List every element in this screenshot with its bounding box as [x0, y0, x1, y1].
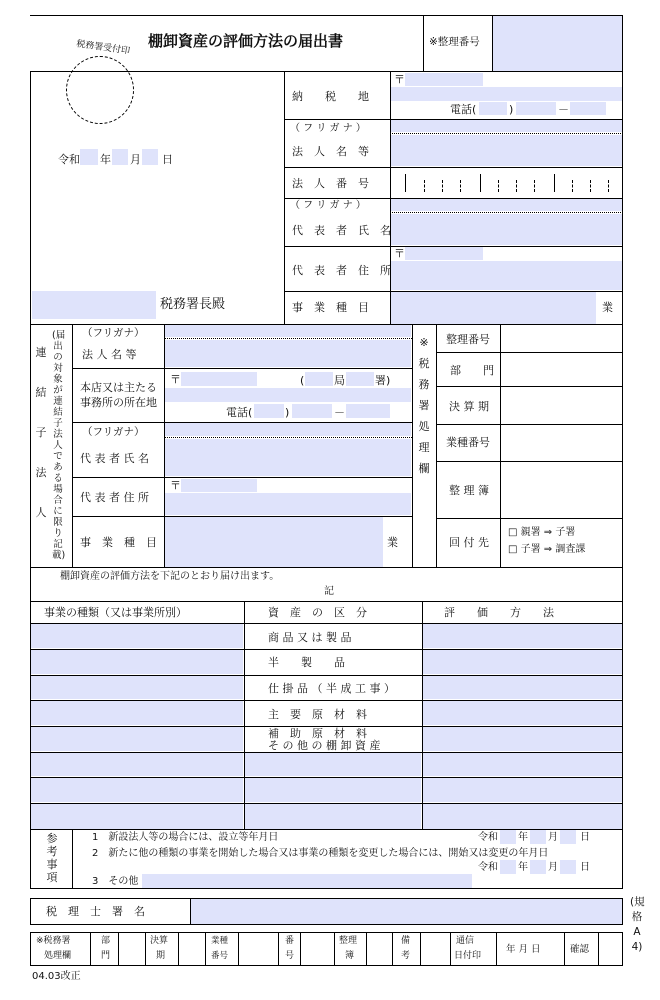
renketsu-side-label: 連結子法人 — [35, 346, 47, 519]
seiri-bango-field[interactable] — [493, 16, 622, 71]
seiri-bango-label: ※整理番号 — [429, 36, 480, 48]
sanko-item2-era: 令和 — [478, 862, 498, 873]
sanko-item2-month-field[interactable] — [530, 860, 546, 874]
office-route1[interactable]: □ 親署 ⇒ 子署 — [508, 527, 576, 538]
renketsu-kyoku-field[interactable] — [305, 372, 333, 386]
jigyo-cell[interactable] — [31, 676, 243, 699]
renketsu-furigana2-label: （フリガナ） — [82, 426, 145, 438]
hoho-cell[interactable] — [423, 804, 622, 829]
renketsu-honten-2: 事務所の所在地 — [80, 396, 157, 409]
date-year-field[interactable] — [80, 149, 98, 165]
renketsu-tel2-field[interactable] — [292, 404, 332, 418]
bottom-c1a: ※税務署 — [36, 936, 71, 946]
renketsu-jigyo-field[interactable] — [165, 517, 383, 567]
renketsu-tel-dash: － — [334, 406, 345, 419]
renketsu-postal-field[interactable] — [181, 372, 257, 386]
shisan-cell[interactable] — [245, 804, 421, 829]
sanko-item1-month-field[interactable] — [530, 830, 546, 844]
renketsu-gyo: 業 — [387, 536, 398, 549]
renketsu-kyoku-label: 局 — [334, 374, 345, 387]
sanko-item1-year-field[interactable] — [500, 830, 516, 844]
table-header-shisan: 資 産 の 区 分 — [268, 606, 367, 619]
revision-label: 04.03改正 — [32, 971, 81, 982]
renketsu-kyoku-open: ( — [300, 374, 305, 387]
applicant-jigyo-label: 事 業 種 目 — [292, 301, 369, 314]
renketsu-hojin-mei-field[interactable] — [165, 340, 411, 367]
applicant-jigyo-field[interactable] — [391, 292, 596, 324]
form-title: 棚卸資産の評価方法の届出書 — [148, 32, 344, 50]
office-route2[interactable]: □ 子署 ⇒ 調査課 — [508, 544, 586, 555]
hojin-bango-boxes[interactable] — [394, 170, 620, 196]
office-gyoshu-bango: 業種番号 — [446, 436, 490, 449]
daihyo-jusho-postal-mark: 〒 — [394, 247, 405, 260]
applicant-furigana-field[interactable] — [391, 120, 622, 132]
nozeichi-address-field[interactable] — [391, 87, 622, 101]
renketsu-daihyo-jusho-label: 代 表 者 住 所 — [80, 491, 149, 504]
sanko-item2-day-field[interactable] — [560, 860, 576, 874]
daihyo-jusho-field[interactable] — [391, 261, 622, 290]
jigyo-cell[interactable] — [31, 624, 243, 648]
nozeichi-tel2-field[interactable] — [516, 102, 556, 115]
sanko-item2-day: 日 — [580, 862, 590, 873]
sanko-item3: 3 その他 — [92, 876, 139, 887]
statement-text: 棚卸資産の評価方法を下記のとおり届け出ます。 — [60, 571, 280, 582]
asset-row-shuyo: 主 要 原 材 料 — [268, 708, 367, 721]
renketsu-jusho-postal-mark: 〒 — [170, 479, 181, 492]
applicant-hojin-bango-label: 法 人 番 号 — [292, 177, 369, 190]
sanko-item2-month: 月 — [548, 862, 558, 873]
office-seiri-bango: 整理番号 — [446, 333, 490, 346]
renketsu-jusho-postal-field[interactable] — [181, 479, 257, 492]
asset-row-hojo: 補 助 原 材 料 — [268, 727, 367, 740]
date-day-field[interactable] — [142, 149, 158, 165]
bottom-kessan-b: 期 — [156, 951, 166, 961]
hoho-cell[interactable] — [423, 676, 622, 699]
bottom-bumon-b: 門 — [101, 951, 111, 961]
renketsu-postal-mark: 〒 — [170, 373, 181, 386]
renketsu-address-field[interactable] — [165, 388, 411, 402]
jigyo-cell[interactable] — [31, 701, 243, 725]
jigyo-cell[interactable] — [31, 778, 243, 802]
jigyo-cell[interactable] — [31, 650, 243, 674]
stamp-label: 税務署受付印 — [75, 39, 131, 57]
renketsu-jigyo-label: 事 業 種 目 — [80, 536, 157, 549]
kikaku-label: (規格A4) — [630, 896, 645, 953]
bottom-tsushin-b: 日付印 — [454, 951, 482, 961]
renketsu-tel-label: 電話( — [226, 406, 253, 419]
bottom-seiri-a: 整理 — [339, 936, 358, 946]
date-day-label: 日 — [162, 153, 173, 166]
stamp-circle — [66, 56, 134, 124]
applicant-hojin-mei-label: 法 人 名 等 — [292, 145, 369, 158]
bottom-ban-b: 号 — [285, 951, 295, 961]
bottom-seiri-b: 簿 — [345, 951, 355, 961]
renketsu-daihyo-jusho-field[interactable] — [165, 493, 411, 515]
daihyo-jusho-postal-field[interactable] — [405, 247, 483, 260]
hoho-cell[interactable] — [423, 778, 622, 802]
renketsu-daihyo-furigana-field[interactable] — [165, 423, 411, 436]
bottom-biko-a: 備 — [401, 936, 411, 946]
zeirishi-label: 税 理 士 署 名 — [46, 905, 145, 918]
date-month-field[interactable] — [112, 149, 128, 165]
nozeichi-tel1-field[interactable] — [479, 102, 507, 115]
zeirishi-field[interactable] — [191, 899, 622, 924]
office-kaitosaki: 回 付 先 — [449, 536, 489, 549]
renketsu-furigana-label: （フリガナ） — [82, 327, 145, 339]
sanko-item2-year: 年 — [518, 862, 528, 873]
bottom-tsushin-a: 通信 — [456, 936, 475, 946]
shisan-cell[interactable] — [245, 778, 421, 802]
asset-row-shohin: 商 品 又 は 製 品 — [268, 631, 352, 644]
sanko-item2-year-field[interactable] — [500, 860, 516, 874]
renketsu-daihyo-shimei-label: 代 表 者 氏 名 — [80, 452, 149, 465]
bottom-ymd: 年 月 日 — [506, 944, 541, 955]
bottom-kessan-a: 決算 — [150, 936, 169, 946]
sanko-item1-year: 年 — [518, 832, 528, 843]
tax-office-field[interactable] — [32, 291, 156, 319]
office-kessanki: 決 算 期 — [449, 400, 489, 413]
sanko-item1-month: 月 — [548, 832, 558, 843]
sanko-label: 参考事項 — [46, 832, 58, 884]
office-side-label: ※税務署処理欄 — [418, 336, 430, 475]
renketsu-hojin-mei-label: 法 人 名 等 — [82, 348, 137, 361]
nozeichi-tel-close: ) — [509, 103, 514, 116]
ki-label: 記 — [324, 586, 334, 597]
renketsu-daihyo-shimei-field[interactable] — [165, 439, 411, 476]
applicant-furigana-label: （ フ リ ガ ナ ） — [290, 123, 366, 134]
sanko-item3-field[interactable] — [142, 874, 472, 888]
jigyo-cell[interactable] — [31, 753, 243, 776]
sanko-item1-era: 令和 — [478, 832, 498, 843]
sanko-item2: 2 新たに他の種類の事業を開始した場合又は事業の種類を変更した場合には、開始又は変更の年月日 — [92, 848, 549, 859]
date-era: 令和 — [58, 153, 80, 166]
table-header-hoho: 評 価 方 法 — [444, 606, 554, 619]
hoho-cell[interactable] — [423, 727, 622, 751]
nozeichi-label: 納 税 地 — [292, 90, 369, 103]
renketsu-side-note: (届出の対象が連結子法人である場合に限り記載) — [52, 330, 66, 561]
asset-row-shikakehin: 仕 掛 品 （ 半 成 工 事 ） — [268, 682, 395, 695]
jigyo-cell[interactable] — [31, 727, 243, 751]
bottom-gyoshu-b: 番号 — [211, 951, 229, 961]
daihyo-jusho-label: 代 表 者 住 所 — [292, 264, 391, 277]
bottom-gyoshu-a: 業種 — [211, 936, 229, 946]
asset-row-sonota: そ の 他 の 棚 卸 資 産 — [268, 739, 381, 752]
applicant-gyo: 業 — [602, 301, 613, 314]
bottom-biko-b: 考 — [401, 951, 411, 961]
date-month-label: 月 — [130, 153, 141, 166]
bottom-kakunin: 確認 — [570, 944, 590, 955]
bottom-c1b: 処理欄 — [44, 951, 72, 961]
nozeichi-postal-field[interactable] — [405, 73, 483, 86]
table-header-jigyo: 事業の種類（又は事業所別） — [44, 606, 187, 619]
renketsu-tel3-field[interactable] — [346, 404, 390, 418]
nozeichi-tel-dash: － — [558, 103, 569, 116]
hoho-cell[interactable] — [423, 753, 622, 776]
office-seiribo: 整 理 簿 — [449, 484, 489, 497]
daihyo-furigana-label: （ フ リ ガ ナ ） — [290, 200, 366, 211]
nozeichi-postal-mark: 〒 — [394, 73, 405, 86]
hoho-cell[interactable] — [423, 701, 622, 725]
date-year-label: 年 — [100, 153, 111, 166]
asset-row-hanseihin: 半 製 品 — [268, 656, 345, 669]
renketsu-sho-label: 署) — [375, 374, 391, 387]
renketsu-furigana-field[interactable] — [165, 325, 411, 337]
sanko-item1: 1 新設法人等の場合には、設立等年月日 — [92, 832, 279, 843]
sanko-item1-day-field[interactable] — [560, 830, 576, 844]
renketsu-tel-close: ) — [285, 406, 290, 419]
renketsu-tel1-field[interactable] — [254, 404, 284, 418]
renketsu-honten-1: 本店又は主たる — [80, 381, 157, 394]
applicant-hojin-mei-field[interactable] — [391, 135, 622, 166]
tax-office-suffix: 税務署長殿 — [160, 297, 226, 312]
office-bumon: 部 門 — [450, 364, 494, 377]
daihyo-shimei-label: 代 表 者 氏 名 — [292, 224, 391, 237]
nozeichi-tel-label: 電話( — [450, 103, 477, 116]
bottom-ban-a: 番 — [285, 936, 295, 946]
hoho-cell[interactable] — [423, 624, 622, 648]
daihyo-furigana-field[interactable] — [391, 199, 622, 211]
jigyo-cell[interactable] — [31, 804, 243, 829]
shisan-cell[interactable] — [245, 753, 421, 776]
nozeichi-tel3-field[interactable] — [570, 102, 606, 115]
daihyo-shimei-field[interactable] — [391, 214, 622, 245]
renketsu-sho-field[interactable] — [346, 372, 374, 386]
hoho-cell[interactable] — [423, 650, 622, 674]
sanko-item1-day: 日 — [580, 832, 590, 843]
bottom-bumon-a: 部 — [101, 936, 111, 946]
